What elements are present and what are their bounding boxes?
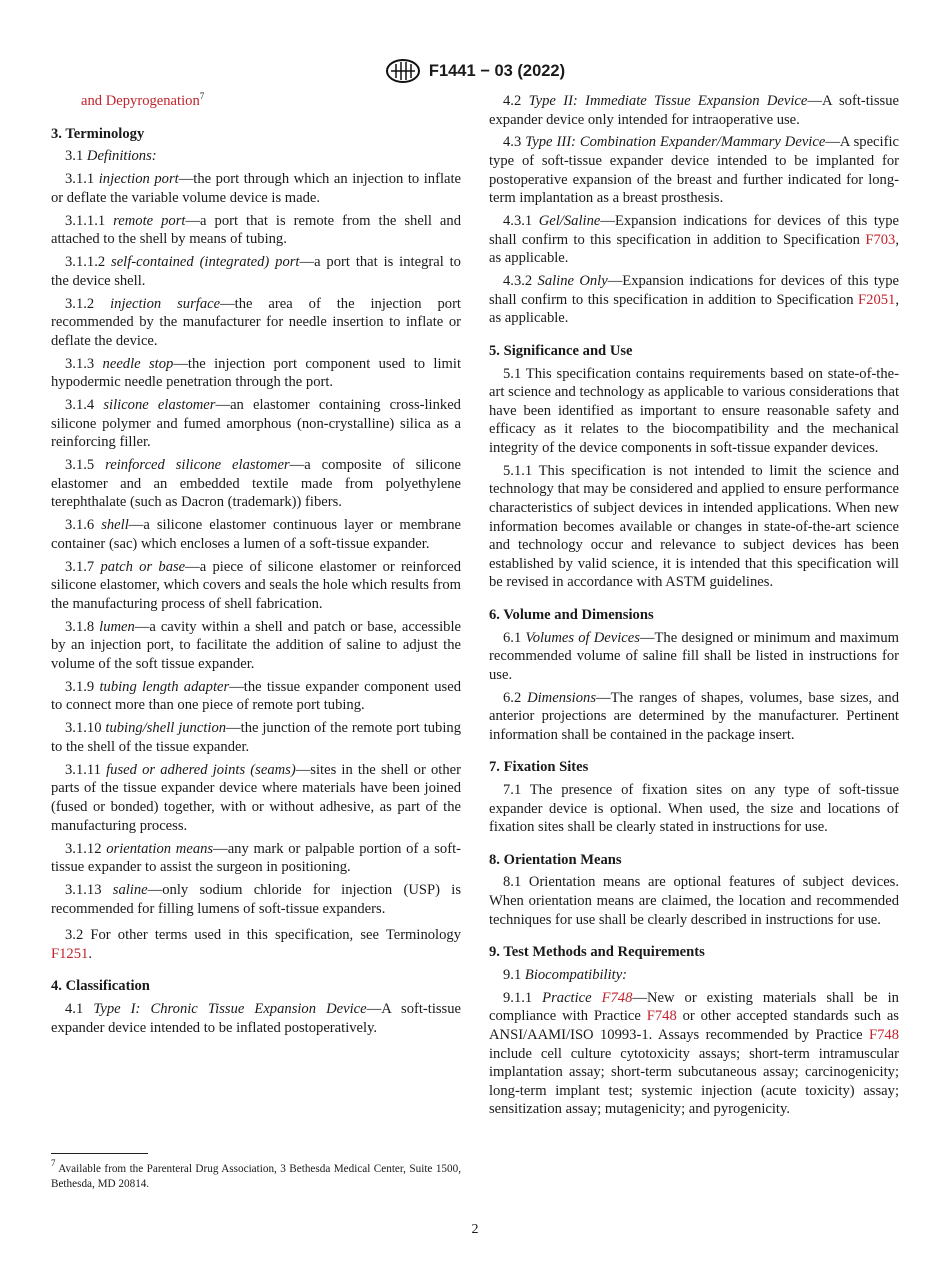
para-3-1-2: 3.1.2 injection surface—the area of the injection port recommended by the manufacturer for needle insertion to inflate or deflate the device. [51,295,461,349]
para-3-1: 3.1 Definitions: [65,148,157,165]
footnote-7: $^7$ Available from the Parenteral Drug Association, 3 Bethesda Medical Center, Suite 1500, Bethesda, MD 20814. [51,1158,461,1191]
para-6-2: 6.2 Dimensions—The ranges of shapes, volumes, base sizes, and anterior projections are determined by the manufacturer. Pertinent information shall be contained in the package insert. [489,689,899,743]
para-9-1: 9.1 Biocompatibility: [503,966,628,983]
para-4-3-1: 4.3.1 Gel/Saline—Expansion indications for devices of this type shall confirm to this specification in addition to Specification F703, as applicable. [489,213,899,267]
para-3-1-9: 3.1.9 tubing length adapter—the tissue expander component used to connect more than one piece of remote port tubing. [51,678,461,714]
ref-f748-title-link[interactable]: F748 [601,989,633,1006]
section-6-heading: 6. Volume and Dimensions [489,607,654,624]
ref-f1251-link[interactable]: F1251 [51,945,89,962]
para-3-1-11: 3.1.11 fused or adhered joints (seams)—sites in the shell or other parts of the tissue expander device where materials have been joined (fused or bonded) together, with or without adhesive, as part of the manufacturing process. [51,761,461,834]
right-column [489,92,899,1123]
section-4-heading: 4. Classification [51,978,150,995]
page-number: 2 [471,1222,479,1237]
section-7-heading: 7. Fixation Sites [489,759,589,776]
para-3-1-1-2: 3.1.1.2 self-contained (integrated) port—a port that is integral to the device shell. [51,254,461,289]
carryover-link[interactable]: and Depyrogenation [81,93,200,109]
document-designation: F1441 − 03 (2022) [428,61,566,80]
para-6-1: 6.1 Volumes of Devices—The designed or minimum and maximum recommended volume of saline fill shall be listed in instructions for use. [489,629,899,683]
section-8-heading: 8. Orientation Means [489,851,622,868]
section-3-heading: 3. Terminology [51,125,145,142]
para-3-1-8: 3.1.8 lumen—a cavity within a shell and patch or base, accessible by an injection port, to facilitate the addition of saline to adjust the volume of the soft tissue expander. [51,618,461,672]
para-9-1-1: 9.1.1 Practice F748—New or existing materials shall be in compliance with Practice F748 or other accepted standards such as ANSI/AAMI/ISO 10993-1. Assays recommended by Practice F748 include cell culture cytotoxicity assays; short-term intramuscular implantation assay; short-term subcutaneous assay; carcinogenicity; long-term implant test; systemic injection (acute toxicity) assay; sensitization assay; mutagenicity; and pyrogenicity. [489,989,899,1118]
ref-f703-link[interactable]: F703 [865,231,896,248]
section-5-heading: 5. Significance and Use [489,343,633,360]
carryover-text [51,92,461,111]
left-column [51,92,461,1041]
para-3-1-5: 3.1.5 reinforced silicone elastomer—a composite of silicone elastomer and an embedded textile made from polyethylene terephthalate (such as Dacron (trademark)) fibers. [51,457,461,511]
ref-f2051-link[interactable]: F2051 [858,291,896,308]
ref-f748-link-2[interactable]: F748 [868,1026,899,1043]
para-5-1: 5.1 This specification contains requirements based on state-of-the-art science and technology as applicable to various considerations that have been identified as important to ensure reasonable safety and efficacy as it relates to the biocompatibility and the mechanical integrity of the device components in soft-tissue expander devices. [489,365,899,456]
para-7-1: 7.1 The presence of fixation sites on any type of soft-tissue expander device is optional. When used, the size and locations of fixation sites shall be clearly stated in instructions for use. [489,782,899,836]
para-3-1-3: 3.1.3 needle stop—the injection port component used to limit hypodermic needle penetration through the port. [51,355,461,391]
para-4-3: 4.3 Type III: Combination Expander/Mammary Device—A specific type of soft-tissue expander device intended to be implanted for postoperative expansion of the breast and further indicated for long-term implantation as a breast prosthesis. [489,134,899,207]
para-8-1: 8.1 Orientation means are optional features of subject devices. When orientation means are claimed, the location and recommended techniques for use shall be clearly described in instructions for use. [489,874,899,928]
section-9-heading: 9. Test Methods and Requirements [489,944,705,961]
para-3-1-12: 3.1.12 orientation means—any mark or palpable portion of a soft-tissue expander to assist the surgeon in positioning. [51,840,461,876]
page-header [0,56,950,86]
ref-f748-link-1[interactable]: F748 [646,1008,677,1025]
para-3-1-1-1: 3.1.1.1 remote port—a port that is remote from the shell and attached to the shell by means of tubing. [51,212,461,248]
astm-logo-icon [385,58,421,84]
para-3-1-10: 3.1.10 tubing/shell junction—the junction of the remote port tubing to the shell of the tissue expander. [51,720,461,755]
para-4-3-2: 4.3.2 Saline Only—Expansion indications for devices of this type shall confirm to this specification in addition to Specification F2051, as applicable. [489,273,899,327]
para-5-1-1: 5.1.1 This specification is not intended to limit the science and technology that may be considered and applied to ensure performance characteristics of subject devices in intended applications. When new information becomes available or changes in state-of-the-art science and technology occur and relevance to subject devices has been established by valid science, it is intended that this specification will be revised in accordance with ASTM guidelines. [489,462,899,591]
para-3-1-6: 3.1.6 shell—a silicone elastomer continuous layer or membrane container (sac) which encloses a lumen of a soft-tissue expander. [51,517,461,552]
para-3-1-4: 3.1.4 silicone elastomer—an elastomer containing cross-linked silicone polymer and fumed amorphous (non-crystalline) silica as a reinforcing filler. [51,397,461,451]
footnote-divider [51,1153,148,1154]
para-4-2: 4.2 Type II: Immediate Tissue Expansion Device—A soft-tissue expander device only intended for intraoperative use. [489,93,899,128]
para-3-1-13: 3.1.13 saline—only sodium chloride for injection (USP) is recommended for filling lumens of soft-tissue expanders. [51,882,461,917]
para-3-1-7: 3.1.7 patch or base—a piece of silicone elastomer or reinforced silicone elastomer, which covers and seals the hole which results from the manufacturing process of shell fabrication. [51,558,462,612]
para-3-2: 3.2 For other terms used in this specification, see Terminology F1251. [51,927,461,962]
footnote-ref-7: 7 [199,91,205,101]
para-4-1: 4.1 Type I: Chronic Tissue Expansion Device—A soft-tissue expander device intended to be inflated postoperatively. [51,1000,462,1036]
para-3-1-1: 3.1.1 injection port—the port through which an injection to inflate or deflate the variable volume device is made. [51,171,462,206]
